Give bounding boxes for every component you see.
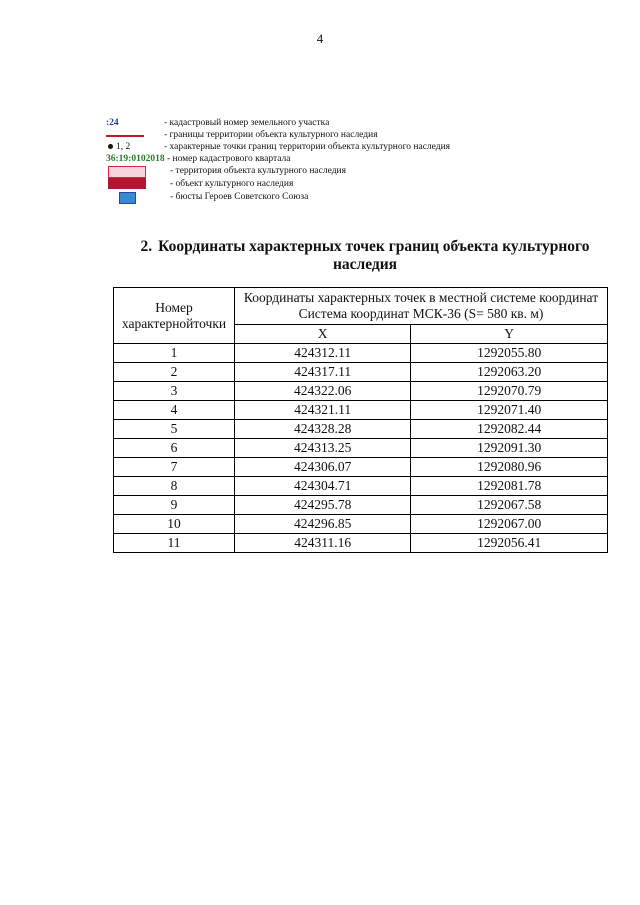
header-coordinates-line2: Система координат МСК-36 (S= 580 кв. м) <box>298 306 544 321</box>
legend-row-quarter <box>106 153 526 165</box>
table-header-row <box>114 288 608 325</box>
cell-number: 4 <box>114 401 235 420</box>
cell-y: 1292070.79 <box>411 382 608 401</box>
table-row <box>114 420 608 439</box>
legend-row-cadastral-number <box>106 117 526 129</box>
cell-y: 1292067.58 <box>411 496 608 515</box>
cell-number: 9 <box>114 496 235 515</box>
table-row <box>114 515 608 534</box>
legend-symbol-cadastral-number: :24 <box>106 118 119 128</box>
table-row <box>114 382 608 401</box>
cell-x: 424321.11 <box>235 401 411 420</box>
cell-x: 424311.16 <box>235 534 411 553</box>
cell-x: 424313.25 <box>235 439 411 458</box>
cell-x: 424322.06 <box>235 382 411 401</box>
legend-row-territory <box>106 165 526 178</box>
section-number: 2. <box>140 238 153 255</box>
table-row <box>114 363 608 382</box>
legend-points-label: 1, 2 <box>116 142 131 152</box>
table-row <box>114 439 608 458</box>
cell-y: 1292055.80 <box>411 344 608 363</box>
cell-number: 6 <box>114 439 235 458</box>
cell-x: 424306.07 <box>235 458 411 477</box>
cell-number: 10 <box>114 515 235 534</box>
header-x: X <box>235 325 411 344</box>
cell-x: 424295.78 <box>235 496 411 515</box>
legend-row-boundary <box>106 129 526 141</box>
cell-x: 424296.85 <box>235 515 411 534</box>
bust-swatch-icon <box>119 192 136 204</box>
cell-number: 8 <box>114 477 235 496</box>
section-title-text: Координаты характерных точек границ объекта культурного наследия <box>158 238 590 273</box>
cell-number: 1 <box>114 344 235 363</box>
cell-number: 3 <box>114 382 235 401</box>
legend-row-object <box>106 178 526 191</box>
cell-number: 5 <box>114 420 235 439</box>
cell-y: 1292091.30 <box>411 439 608 458</box>
cell-number: 11 <box>114 534 235 553</box>
coordinates-table <box>113 287 608 553</box>
cell-y: 1292071.40 <box>411 401 608 420</box>
legend-row-points <box>106 141 526 153</box>
legend-text: - бюсты Героев Советского Союза <box>170 192 309 202</box>
cell-y: 1292063.20 <box>411 363 608 382</box>
cell-x: 424317.11 <box>235 363 411 382</box>
map-legend <box>106 117 526 204</box>
header-y: Y <box>411 325 608 344</box>
section-title <box>140 238 590 274</box>
cell-y: 1292067.00 <box>411 515 608 534</box>
page-number: 4 <box>316 31 324 46</box>
header-point-number: Номер характернойточки <box>114 288 235 344</box>
territory-swatch-icon <box>108 166 146 178</box>
header-coordinates-line1: Координаты характерных точек в местной системе координат <box>243 290 599 305</box>
legend-text: - кадастровый номер земельного участка <box>164 118 330 128</box>
cell-y: 1292082.44 <box>411 420 608 439</box>
cell-y: 1292056.41 <box>411 534 608 553</box>
table-row <box>114 401 608 420</box>
table-row <box>114 477 608 496</box>
table-row <box>114 458 608 477</box>
legend-text: - территория объекта культурного наследия <box>170 166 346 176</box>
header-coordinates <box>235 288 608 325</box>
cell-x: 424304.71 <box>235 477 411 496</box>
legend-text: - границы территории объекта культурного наследия <box>164 130 378 140</box>
cell-x: 424312.11 <box>235 344 411 363</box>
object-swatch-icon <box>108 178 146 189</box>
legend-symbol-points <box>106 141 130 153</box>
cell-x: 424328.28 <box>235 420 411 439</box>
legend-row-bust <box>106 191 526 204</box>
cell-y: 1292081.78 <box>411 477 608 496</box>
cell-y: 1292080.96 <box>411 458 608 477</box>
table-row <box>114 496 608 515</box>
point-dot-icon <box>108 144 113 149</box>
legend-text: - объект культурного наследия <box>170 179 294 189</box>
legend-symbol-quarter <box>106 153 291 165</box>
legend-quarter-code: 36:19:0102018 <box>106 154 165 164</box>
cell-number: 2 <box>114 363 235 382</box>
legend-text: - номер кадастрового квартала <box>164 154 291 164</box>
legend-text: - характерные точки границ территории объекта культурного наследия <box>164 142 451 152</box>
table-row <box>114 344 608 363</box>
red-boundary-line-icon <box>106 135 144 137</box>
cell-number: 7 <box>114 458 235 477</box>
table-row <box>114 534 608 553</box>
